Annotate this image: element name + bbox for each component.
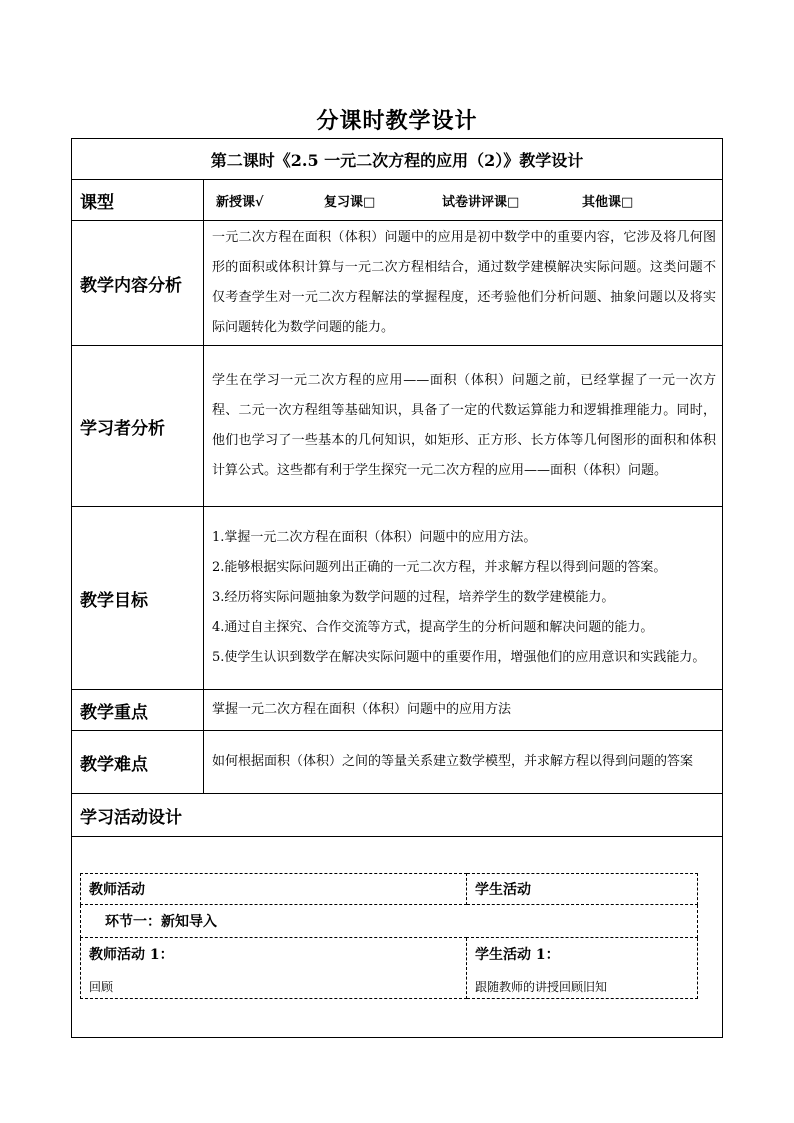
objective-item: 3.经历将实际问题抽象为数学问题的过程，培养学生的数学建模能力。 [212, 590, 615, 605]
student-activity-1 [467, 938, 698, 999]
teacher-activity-1-desc: 回顾 [89, 980, 114, 994]
objective-item: 2.能够根据实际问题列出正确的一元二次方程，并求解方程以得到问题的答案。 [212, 560, 667, 575]
content-analysis-text: 一元二次方程在面积（体积）问题中的应用是初中数学中的重要内容，它涉及将几何图形的面积或体积计算与一元二次方程相结合，通过数学建模解决实际问题。这类问题不仅考查学生对一元二次方程解法的掌握程度，还考验他们分析问题、抽象问题以及将实际问题转化为数学问题的能力。 [204, 221, 723, 346]
section-new-knowledge: 环节一：新知导入 [81, 905, 698, 938]
student-activity-1-desc: 跟随教师的讲授回顾旧知 [475, 980, 608, 994]
teacher-activity-header: 教师活动 [81, 874, 467, 905]
teacher-activity-1-title: 教师活动 1： [89, 947, 174, 963]
objectives-list [204, 507, 723, 690]
course-type-other: 其他课□ [582, 194, 634, 210]
student-activity-header: 学生活动 [467, 874, 698, 905]
difficult-point-text: 如何根据面积（体积）之间的等量关系建立数学模型，并求解方程以得到问题的答案 [204, 731, 723, 794]
student-activity-1-title: 学生活动 1： [475, 947, 560, 963]
course-type-options [204, 180, 723, 221]
objective-item: 5.使学生认识到数学在解决实际问题中的重要作用，增强他们的应用意识和实践能力。 [212, 650, 706, 665]
learner-analysis-text: 学生在学习一元二次方程的应用——面积（体积）问题之前，已经掌握了一元一次方程、二元一次方程组等基础知识，具备了一定的代数运算能力和逻辑推理能力。同时，他们也学习了一些基本的几何知识，如矩形、正方形、长方体等几何图形的面积和体积计算公式。这些都有利于学生探究一元二次方程的应用——面积（体积）问题。 [204, 346, 723, 507]
activity-design-label: 学习活动设计 [72, 794, 723, 837]
key-point-label: 教学重点 [72, 690, 204, 731]
objective-item: 1.掌握一元二次方程在面积（体积）问题中的应用方法。 [212, 530, 537, 545]
content-analysis-label: 教学内容分析 [72, 221, 204, 346]
course-type-label: 课型 [72, 180, 204, 221]
course-type-new: 新授课√ [216, 194, 264, 210]
objective-item: 4.通过自主探究、合作交流等方式，提高学生的分析问题和解决问题的能力。 [212, 620, 654, 635]
activity-table [80, 873, 698, 999]
course-type-exam: 试卷讲评课□ [442, 194, 520, 210]
key-point-text: 掌握一元二次方程在面积（体积）问题中的应用方法 [204, 690, 723, 731]
learner-analysis-label: 学习者分析 [72, 346, 204, 507]
course-type-review: 复习课□ [324, 194, 376, 210]
page-title: 分课时教学设计 [316, 108, 478, 134]
lesson-title: 第二课时《2.5 一元二次方程的应用（2）》教学设计 [72, 139, 723, 180]
lesson-design-table [71, 138, 723, 1038]
objectives-label: 教学目标 [72, 507, 204, 690]
teacher-activity-1 [81, 938, 467, 999]
activity-design-area [72, 837, 723, 1038]
difficult-point-label: 教学难点 [72, 731, 204, 794]
